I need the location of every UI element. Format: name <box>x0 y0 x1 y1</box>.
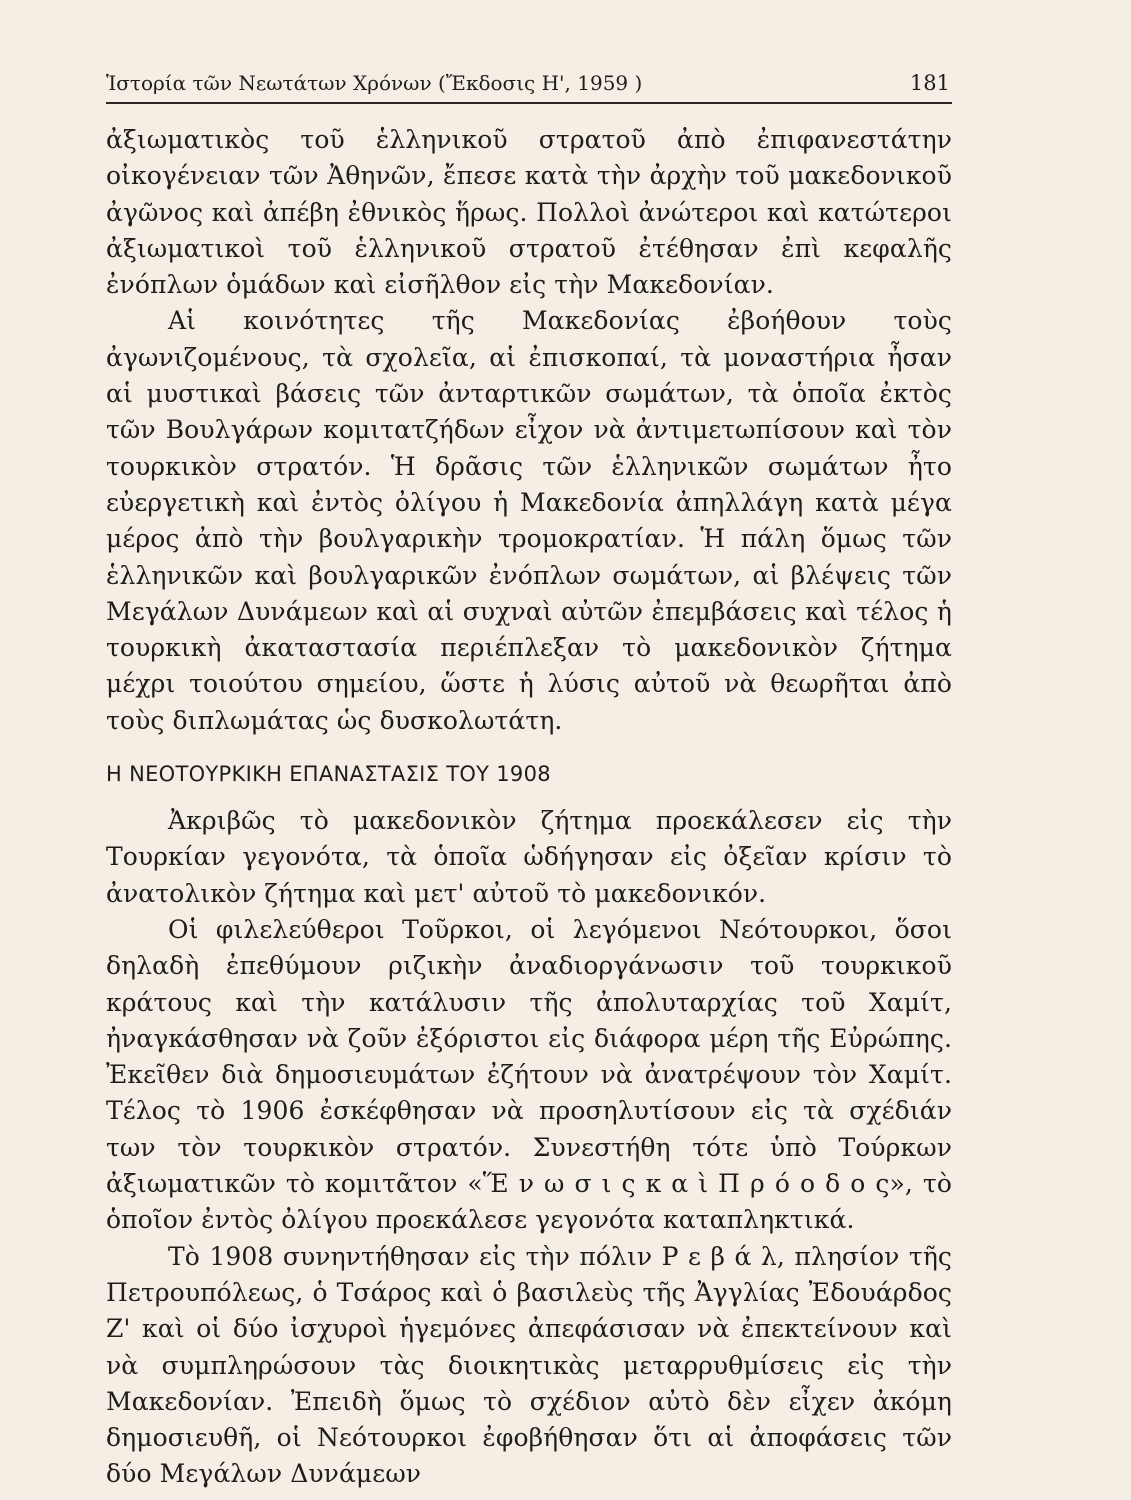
section-heading: Η ΝΕΟΤΟΥΡΚΙΚΗ ΕΠΑΝΑΣΤΑΣΙΣ ΤΟΥ 1908 <box>106 762 551 787</box>
paragraph: Οἱ φιλελεύθεροι Τοῦρκοι, οἱ λεγόμενοι Νεότουρκοι, ὅσοι δηλαδὴ ἐπεθύμουν ριζικὴν ἀναδιοργάνωσιν τοῦ τουρκικοῦ κράτους καὶ τὴν κατάλυσιν τῆς ἀπολυταρχίας τοῦ Χαμίτ, ἠναγκάσθησαν νὰ ζοῦν ἐξόριστοι εἰς διάφορα μέρη τῆς Εὐρώπης. Ἐκεῖθεν διὰ δημοσιευμάτων ἐζήτουν νὰ ἀνατρέψουν τὸν Χαμίτ. Τέλος τὸ 1906 ἐσκέφθησαν νὰ προσηλυτίσουν εἰς τὰ σχέδιάν των τὸν τουρκικὸν στρατόν. Συνεστήθη τότε ὑπὸ Τούρκων ἀξιωματικῶν τὸ κομιτᾶτον «Ἕ ν ω σ ι ς κ α ὶ Π ρ ό ο δ ο ς», τὸ ὁποῖον ἐντὸς ὀλίγου προεκάλεσε γεγονότα καταπληκτικά. <box>106 914 952 1235</box>
body-text <box>106 122 952 1493</box>
page-number: 181 <box>909 71 950 95</box>
paragraph-continued: ἀξιωματικὸς τοῦ ἑλληνικοῦ στρατοῦ ἀπὸ ἐπιφανεστάτην οἰκογένειαν τῶν Ἀθηνῶν, ἔπεσε κατὰ τὴν ἀρχὴν τοῦ μακεδονικοῦ ἀγῶνος καὶ ἀπέβη ἐθνικὸς ἥρως. Πολλοὶ ἀνώτεροι καὶ κατώτεροι ἀξιωματικοὶ τοῦ ἑλληνικοῦ στρατοῦ ἐτέθησαν ἐπὶ κεφαλῆς ἐνόπλων ὁμάδων καὶ εἰσῆλθον εἰς τὴν Μακεδονίαν. <box>106 125 952 300</box>
book-page <box>106 68 952 1489</box>
paragraph: Ἀκριβῶς τὸ μακεδονικὸν ζήτημα προεκάλεσεν εἰς τὴν Τουρκίαν γεγονότα, τὰ ὁποῖα ὡδήγησαν εἰς ὀξεῖαν κρίσιν τὸ ἀνατολικὸν ζήτημα καὶ μετ' αὐτοῦ τὸ μακεδονικόν. <box>106 806 952 908</box>
paragraph: Αἱ κοινότητες τῆς Μακεδονίας ἐβοήθουν τοὺς ἀγωνιζομένους, τὰ σχολεῖα, αἱ ἐπισκοπαί, τὰ μοναστήρια ἦσαν αἱ μυστικαὶ βάσεις τῶν ἀνταρτικῶν σωμάτων, τὰ ὁποῖα ἐκτὸς τῶν Βουλγάρων κομιτατζήδων εἶχον νὰ ἀντιμετωπίσουν καὶ τὸν τουρκικὸν στρατόν. Ἡ δρᾶσις τῶν ἑλληνικῶν σωμάτων ἦτο εὐεργετικὴ καὶ ἐντὸς ὀλίγου ἡ Μακεδονία ἀπηλλάγη κατὰ μέγα μέρος ἀπὸ τὴν βουλγαρικὴν τρομοκρατίαν. Ἡ πάλη ὅμως τῶν ἑλληνικῶν καὶ βουλγαρικῶν ἐνόπλων σωμάτων, αἱ βλέψεις τῶν Μεγάλων Δυνάμεων καὶ αἱ συχναὶ αὐτῶν ἐπεμβάσεις καὶ τέλος ἡ τουρκικὴ ἀκαταστασία περιέπλεξαν τὸ μακεδονικὸν ζήτημα μέχρι τοιούτου σημείου, ὥστε ἡ λύσις αὐτοῦ νὰ θεωρῆται ἀπὸ τοὺς διπλωμάτας ὡς δυσκολωτάτη. <box>106 306 952 735</box>
running-title: Ἱστορία τῶν Νεωτάτων Χρόνων (Ἔκδοσις Η', 1959 ) <box>106 71 643 95</box>
paragraph: Τὸ 1908 συνηντήθησαν εἰς τὴν πόλιν Ρ ε β ά λ, πλησίον τῆς Πετρουπόλεως, ὁ Τσάρος καὶ ὁ βασιλεὺς τῆς Ἀγγλίας Ἐδουάρδος Ζ' καὶ οἱ δύο ἰσχυροὶ ἡγεμόνες ἀπεφάσισαν νὰ ἐπεκτείνουν καὶ νὰ συμπληρώσουν τὰς διοικητικὰς μεταρρυθμίσεις εἰς τὴν Μακεδονίαν. Ἐπειδὴ ὅμως τὸ σχέδιον αὐτὸ δὲν εἶχεν ἀκόμη δημοσιευθῆ, οἱ Νεότουρκοι ἐφοβήθησαν ὅτι αἱ ἀποφάσεις τῶν δύο Μεγάλων Δυνάμεων <box>106 1241 952 1489</box>
running-head <box>106 68 952 104</box>
